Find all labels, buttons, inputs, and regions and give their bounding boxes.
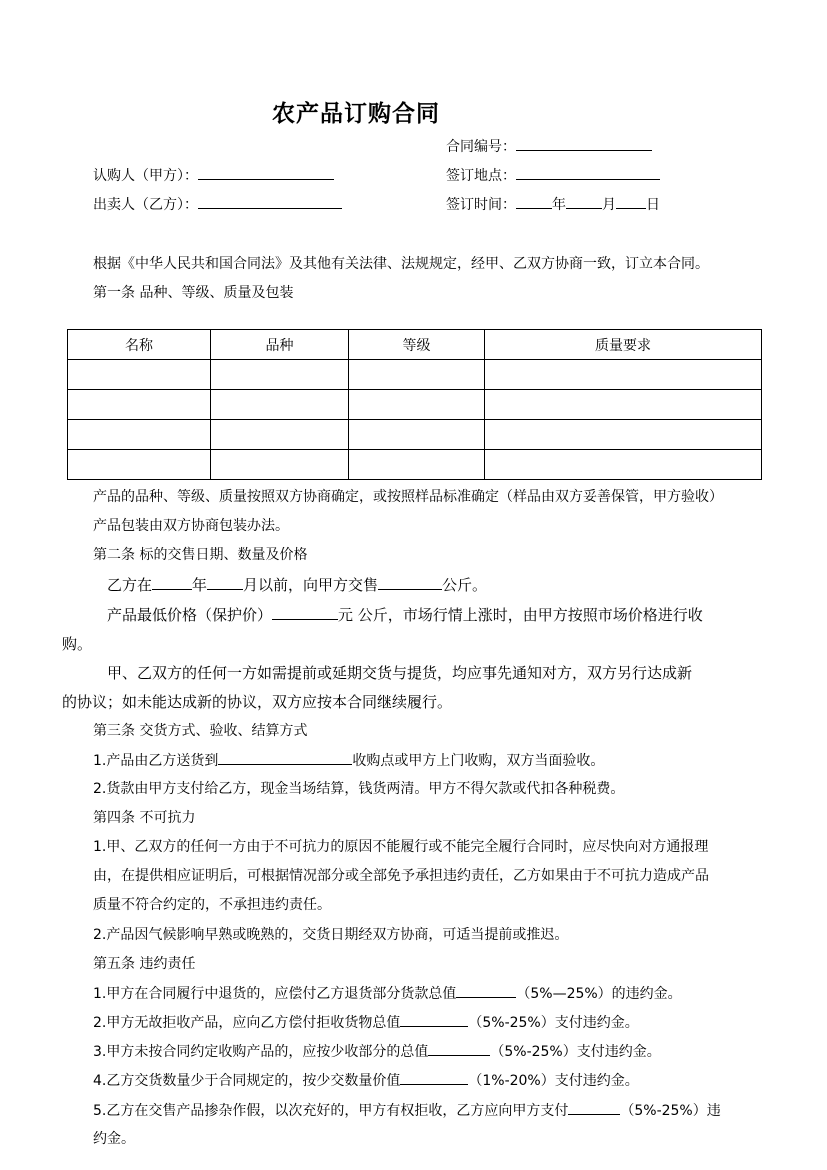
text-span: 年 <box>192 576 208 594</box>
text-span: 1.甲方在合同履行中退货的，应偿付乙方退货部分货款总值 <box>93 986 457 1002</box>
month-blank[interactable] <box>207 575 243 590</box>
text-span: 产品最低价格（保护价） <box>107 606 273 624</box>
text-span: 1.产品由乙方送货到 <box>93 753 219 769</box>
article1-p1: 产品的品种、等级、质量按照双方协商确定，或按照样品标准确定（样品由双方妥善保管，甲方验收） <box>93 489 723 505</box>
table-cell[interactable] <box>485 390 762 420</box>
table-cell[interactable] <box>68 390 211 420</box>
text-span: （5%-25%）支付违约金。 <box>490 1044 661 1060</box>
table-header-row <box>68 330 762 360</box>
article5-heading: 第五条 违约责任 <box>93 956 196 972</box>
table-cell[interactable] <box>349 450 485 480</box>
buyer-blank[interactable] <box>198 165 334 180</box>
place-label: 签订地点： <box>446 168 516 184</box>
day-label: 日 <box>646 197 660 213</box>
article5-line3 <box>93 1041 661 1062</box>
text-span: 3.甲方未按合同约定收购产品的，应按少收部分的总值 <box>93 1044 429 1060</box>
article2-heading: 第二条 标的交售日期、数量及价格 <box>93 547 308 563</box>
article4-line1-cont: 由，在提供相应证明后，可根据情况部分或全部免予承担违约责任，乙方如果由于不可抗力造成产品 <box>93 868 709 884</box>
article5-line4 <box>93 1070 639 1091</box>
month-label: 月 <box>602 197 616 213</box>
article1-heading: 第一条 品种、等级、质量及包装 <box>93 285 294 301</box>
table-cell[interactable] <box>485 360 762 390</box>
article5-line5-cont: 约金。 <box>93 1131 135 1147</box>
text-span: 5.乙方在交售产品掺杂作假，以次充好的，甲方有权拒收，乙方应向甲方支付 <box>93 1103 569 1119</box>
text-span: （5%-25%）违 <box>620 1103 721 1119</box>
contract-no-blank[interactable] <box>516 136 652 151</box>
delivery-point-blank[interactable] <box>218 750 352 765</box>
article1-p2: 产品包装由双方协商包装办法。 <box>93 518 289 534</box>
text-span: （5%-25%）支付违约金。 <box>468 1015 639 1031</box>
col-quality: 质量要求 <box>485 330 762 360</box>
penalty-blank[interactable] <box>428 1041 490 1056</box>
table-row <box>68 420 762 450</box>
day-blank[interactable] <box>616 194 646 209</box>
penalty-blank[interactable] <box>400 1070 468 1085</box>
article3-line1 <box>93 750 604 771</box>
buyer-label: 认购人（甲方）： <box>93 168 198 184</box>
text-span: （1%-20%）支付违约金。 <box>468 1073 639 1089</box>
seller-row <box>93 194 342 215</box>
article5-line1 <box>93 983 682 1004</box>
table-cell[interactable] <box>349 360 485 390</box>
month-blank[interactable] <box>566 194 602 209</box>
text-span: 元 公斤，市场行情上涨时，由甲方按照市场价格进行收 <box>338 606 703 624</box>
contract-no-label: 合同编号： <box>446 139 516 155</box>
place-row <box>446 165 660 186</box>
text-span: 乙方在 <box>107 576 153 594</box>
seller-blank[interactable] <box>198 194 342 209</box>
penalty-blank[interactable] <box>400 1012 468 1027</box>
penalty-blank[interactable] <box>568 1100 620 1115</box>
table-cell[interactable] <box>211 390 349 420</box>
text-span: （5%—25%）的违约金。 <box>516 986 682 1002</box>
table-cell[interactable] <box>68 360 211 390</box>
article2-line2 <box>107 605 703 625</box>
table-cell[interactable] <box>68 450 211 480</box>
text-span: 月以前，向甲方交售 <box>243 576 379 594</box>
col-variety: 品种 <box>211 330 349 360</box>
article2-line3-cont: 的协议；如未能达成新的协议，双方应按本合同继续履行。 <box>62 693 453 711</box>
table-cell[interactable] <box>485 420 762 450</box>
page-title: 农产品订购合同 <box>272 100 440 127</box>
year-label: 年 <box>552 197 566 213</box>
article3-heading: 第三条 交货方式、验收、结算方式 <box>93 723 308 739</box>
table-cell[interactable] <box>68 420 211 450</box>
text-span: 4.乙方交货数量少于合同规定的，按少交数量价值 <box>93 1073 401 1089</box>
article2-line1 <box>107 575 487 595</box>
table-row <box>68 390 762 420</box>
article4-line1-end: 质量不符合约定的，不承担违约责任。 <box>93 897 331 913</box>
price-blank[interactable] <box>272 605 338 620</box>
table-cell[interactable] <box>349 390 485 420</box>
table-cell[interactable] <box>211 360 349 390</box>
intro-paragraph: 根据《中华人民共和国合同法》及其他有关法律、法规规定，经甲、乙双方协商一致，订立本合同。 <box>93 256 709 272</box>
article2-line3: 甲、乙双方的任何一方如需提前或延期交货与提货，均应事先通知对方，双方另行达成新 <box>107 664 693 682</box>
table-row <box>68 360 762 390</box>
time-row <box>446 194 660 215</box>
article4-heading: 第四条 不可抗力 <box>93 810 196 826</box>
article5-line2 <box>93 1012 639 1033</box>
contract-no-row <box>446 136 652 157</box>
buyer-row <box>93 165 334 186</box>
article3-line2: 2.货款由甲方支付给乙方，现金当场结算，钱货两清。甲方不得欠款或代扣各种税费。 <box>93 781 625 797</box>
col-name: 名称 <box>68 330 211 360</box>
table-cell[interactable] <box>211 420 349 450</box>
product-table <box>67 329 762 480</box>
table-cell[interactable] <box>349 420 485 450</box>
seller-label: 出卖人（乙方）： <box>93 197 198 213</box>
article5-line5 <box>93 1100 721 1121</box>
article2-line2-cont: 购。 <box>62 635 93 653</box>
article4-line2: 2.产品因气候影响早熟或晚熟的，交货日期经双方协商，可适当提前或推迟。 <box>93 927 569 943</box>
text-span: 公斤。 <box>442 576 488 594</box>
quantity-blank[interactable] <box>378 575 442 590</box>
text-span: 收购点或甲方上门收购，双方当面验收。 <box>352 753 605 769</box>
place-blank[interactable] <box>516 165 660 180</box>
time-label: 签订时间： <box>446 197 516 213</box>
table-row <box>68 450 762 480</box>
year-blank[interactable] <box>516 194 552 209</box>
year-blank[interactable] <box>152 575 192 590</box>
article4-line1: 1.甲、乙双方的任何一方由于不可抗力的原因不能履行或不能完全履行合同时，应尽快向对方通报理 <box>93 839 709 855</box>
table-cell[interactable] <box>485 450 762 480</box>
penalty-blank[interactable] <box>456 983 516 998</box>
col-grade: 等级 <box>349 330 485 360</box>
text-span: 2.甲方无故拒收产品，应向乙方偿付拒收货物总值 <box>93 1015 401 1031</box>
table-cell[interactable] <box>211 450 349 480</box>
